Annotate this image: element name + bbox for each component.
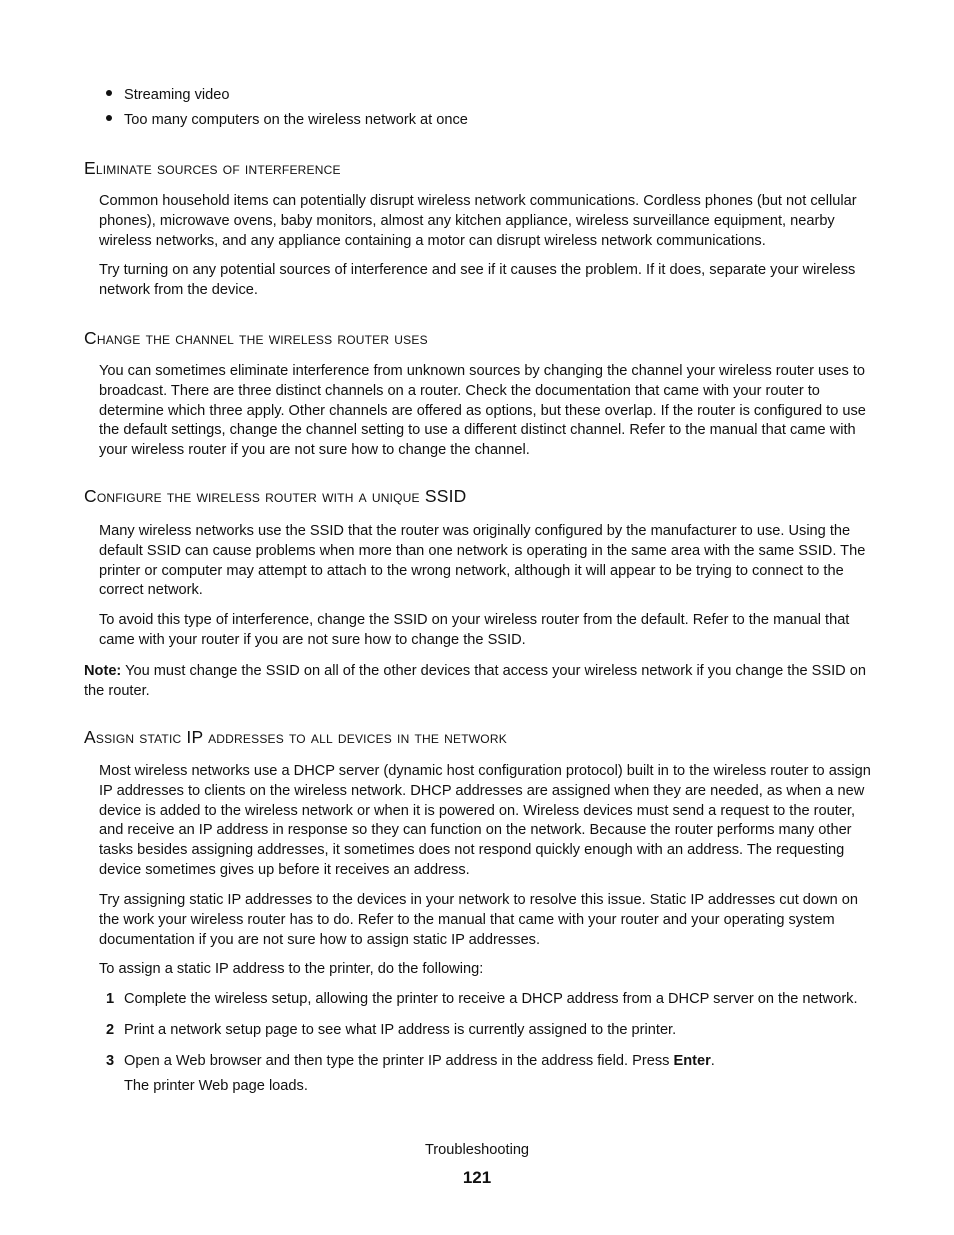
- steps-list: [99, 990, 879, 1108]
- step-result: The printer Web page loads.: [124, 1078, 308, 1095]
- section-heading-channel: Change the channel the wireless router uses: [84, 328, 428, 348]
- page-number: 121: [462, 1168, 492, 1187]
- section-heading-eliminate: Eliminate sources of interference: [84, 158, 341, 178]
- step-number: 1: [106, 991, 115, 1007]
- paragraph: Try assigning static IP addresses to the devices in your network to resolve this issue. Static IP addresses cut down on the work your wireless router has to do. Refer to the manual that came with your router and your operating system documentation if you are not sure how to assign static IP addresses.: [99, 892, 858, 948]
- step-number: 2: [106, 1021, 115, 1038]
- step-item: [99, 1021, 879, 1041]
- note: [84, 662, 874, 702]
- paragraph: Try turning on any potential sources of interference and see if it causes the problem. If it does, separate your wireless network from the device.: [99, 262, 856, 298]
- paragraph: To avoid this type of interference, change the SSID on your wireless router from the default. Refer to the manual that came with your router if you are not sure how to change the SSID.: [99, 612, 850, 648]
- step-text: Print a network setup page to see what IP address is currently assigned to the printer.: [124, 1021, 677, 1038]
- bullet-icon: [106, 115, 112, 121]
- paragraph: Many wireless networks use the SSID that the router was originally configured by the manufacturer to use. Using the default SSID can cause problems when more than one network is operating in the same area with the same SSID. The printer or computer may attempt to attach to the wrong network, although it will appear to be trying to connect to the correct network.: [99, 523, 866, 599]
- step-item: [99, 990, 879, 1010]
- step-text: Complete the wireless setup, allowing the printer to receive a DHCP address from a DHCP server on the network.: [124, 991, 858, 1007]
- paragraph: Most wireless networks use a DHCP server (dynamic host configuration protocol) built in to the wireless router to assign IP addresses to clients on the wireless network. DHCP addresses are assigned when they are needed, as when a new device is added to the wireless network or when it is powered on. Wireless devices must send a request to the router, and receive an IP address in response so they can function on the network. Because the router performs many other tasks besides assigning addresses, it sometimes does not respond quickly enough with an address. The requesting device sometimes gives up before it receives an address.: [99, 763, 871, 878]
- key-name: Enter: [673, 1052, 711, 1069]
- step-text-end: .: [710, 1052, 715, 1069]
- list-item: [106, 86, 468, 111]
- bullet-icon: [106, 90, 112, 96]
- list-item-text: Streaming video: [124, 87, 230, 103]
- bullet-list: [106, 86, 468, 136]
- paragraph: You can sometimes eliminate interference from unknown sources by changing the channel your wireless router uses to broadcast. There are three distinct channels on a router. Check the documentation that came with your router to determine which three apply. Other channels are offered as options, but these overlap. If the router is configured to use the default settings, change the channel setting to use a different distinct channel. Refer to the manual that came with your wireless router if you are not sure how to change the channel.: [99, 363, 866, 459]
- step-text: Open a Web browser and then type the printer IP address in the address field. Press: [124, 1052, 674, 1069]
- paragraph: To assign a static IP address to the printer, do the following:: [99, 961, 484, 977]
- note-label: Note:: [84, 663, 122, 679]
- step-item: [99, 1052, 879, 1098]
- list-item: [106, 111, 468, 136]
- paragraph: Common household items can potentially disrupt wireless network communications. Cordless phones (but not cellular phones), microwave ovens, baby monitors, almost any kitchen appliance, wireless surveillance equipment, nearby wireless networks, and any appliance containing a motor can disrupt wireless network communications.: [99, 193, 857, 249]
- step-number: 3: [106, 1052, 115, 1069]
- section-heading-ssid: Configure the wireless router with a unique SSID: [84, 486, 467, 506]
- note-text: You must change the SSID on all of the other devices that access your wireless network if you change the SSID on the router.: [84, 663, 866, 699]
- footer-section-label: Troubleshooting: [424, 1142, 530, 1158]
- list-item-text: Too many computers on the wireless network at once: [124, 112, 468, 128]
- section-heading-static-ip: Assign static IP addresses to all devices in the network: [84, 727, 507, 747]
